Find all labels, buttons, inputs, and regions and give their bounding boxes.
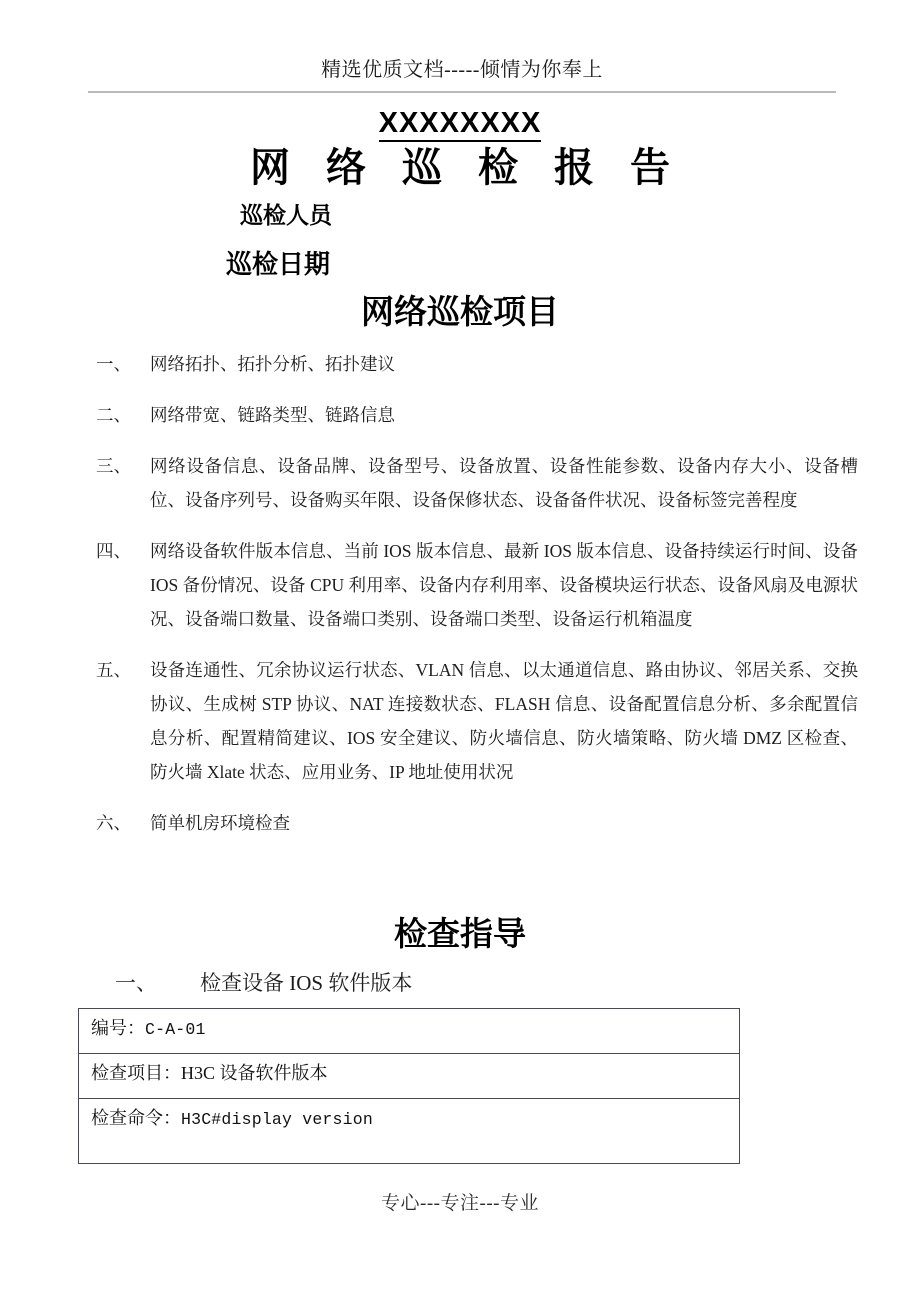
list-item <box>0 806 920 840</box>
list-item <box>0 347 920 381</box>
guide-sub-item <box>115 968 412 998</box>
inspection-items-heading: 网络巡检项目 <box>361 295 559 331</box>
check-detail-table <box>78 1008 740 1164</box>
list-item-text: 网络设备软件版本信息、当前 IOS 版本信息、最新 IOS 版本信息、设备持续运行时间、设备 IOS 备份情况、设备 CPU 利用率、设备内存利用率、设备模块运行状态、设备风扇及电源状况、设备端口数量、设备端口类别、设备端口类型、设备运行机箱温度 <box>150 541 858 629</box>
table-cell-label: 检查命令： <box>91 1108 181 1128</box>
list-item-text: 简单机房环境检查 <box>150 813 290 833</box>
list-item-number: 六、 <box>96 813 131 833</box>
list-item <box>0 398 920 432</box>
table-row <box>79 1054 740 1099</box>
check-guide-heading: 检查指导 <box>394 917 526 953</box>
header-divider <box>88 91 836 93</box>
organization-name <box>0 106 920 141</box>
table-row <box>79 1009 740 1054</box>
table-cell-label: 编号： <box>91 1018 145 1038</box>
table-cell-item <box>79 1054 740 1099</box>
list-item-number: 四、 <box>96 541 131 561</box>
list-item-number: 一、 <box>96 354 131 374</box>
list-item-text: 设备连通性、冗余协议运行状态、VLAN 信息、以太通道信息、路由协议、邻居关系、交换协议、生成树 STP 协议、NAT 连接数状态、FLASH 信息、设备配置信息分析、多余配置信息分析、配置精简建议、IOS 安全建议、防火墙信息、防火墙策略、防火墙 DMZ 区检查、防火墙 Xlate 状态、应用业务、IP 地址使用状况 <box>150 660 858 782</box>
list-item-text: 网络设备信息、设备品牌、设备型号、设备放置、设备性能参数、设备内存大小、设备槽位、设备序列号、设备购买年限、设备保修状态、设备备件状况、设备标签完善程度 <box>150 456 858 510</box>
list-item <box>0 653 920 789</box>
guide-sub-item-text: 检查设备 IOS 软件版本 <box>200 971 413 995</box>
list-item <box>0 449 920 517</box>
date-field-label: 巡检日期 <box>226 250 331 279</box>
organization-name-text: XXXXXXXX <box>379 107 542 142</box>
table-cell-value: H3C 设备软件版本 <box>181 1063 328 1083</box>
list-item-text: 网络拓扑、拓扑分析、拓扑建议 <box>150 354 395 374</box>
list-item <box>0 534 920 636</box>
inspector-field-label: 巡检人员 <box>240 203 332 228</box>
list-item-number: 三、 <box>96 456 131 476</box>
list-item-text: 网络带宽、链路类型、链路信息 <box>150 405 395 425</box>
table-cell-value: H3C#display version <box>181 1110 373 1129</box>
inspection-items-list <box>0 347 920 857</box>
list-item-number: 二、 <box>96 405 131 425</box>
table-cell-id <box>79 1009 740 1054</box>
report-main-title: 网络巡检报告 <box>250 145 706 190</box>
guide-sub-item-number: 一、 <box>115 971 157 995</box>
table-cell-command <box>79 1099 740 1164</box>
table-row <box>79 1099 740 1164</box>
list-item-number: 五、 <box>96 660 131 680</box>
table-cell-label: 检查项目： <box>91 1063 181 1083</box>
document-footer: 专心---专注---专业 <box>381 1193 539 1214</box>
table-cell-value: C-A-01 <box>145 1020 206 1039</box>
running-header: 精选优质文档-----倾情为你奉上 <box>321 59 603 81</box>
